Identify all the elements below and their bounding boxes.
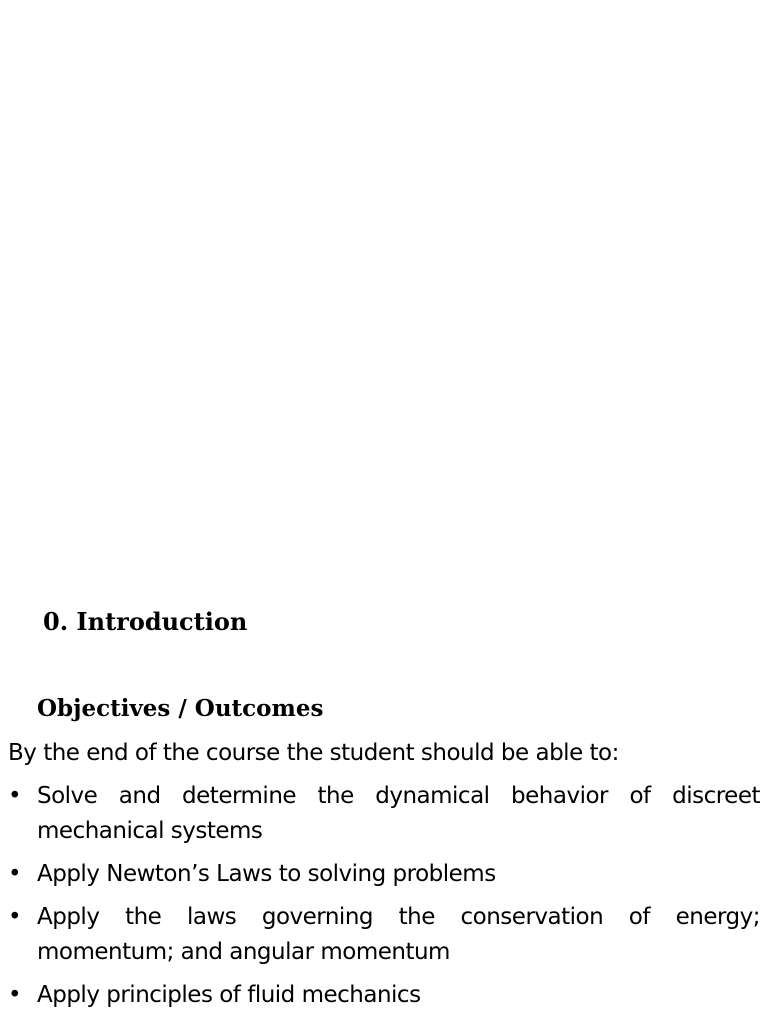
bullet-icon: • <box>8 783 22 809</box>
bullet-icon: • <box>8 982 22 1008</box>
list-item <box>8 857 760 892</box>
outcome-text: Solve and determine the dynamical behavior of discreet mechanical systems <box>37 783 760 844</box>
outcome-text: Apply the laws governing the conservation of energy; momentum; and angular momentum <box>37 904 760 965</box>
list-item <box>8 978 760 1013</box>
intro-text: By the end of the course the student should be able to: <box>8 740 619 766</box>
bullet-icon: • <box>8 861 22 887</box>
bullet-icon: • <box>8 904 22 930</box>
outcome-text: Apply principles of fluid mechanics <box>37 982 421 1008</box>
list-item <box>8 779 760 849</box>
outcomes-list <box>8 779 760 1021</box>
outcome-text: Apply Newton’s Laws to solving problems <box>37 861 496 887</box>
section-title: 0. Introduction <box>43 607 248 636</box>
subsection-title: Objectives / Outcomes <box>37 695 324 722</box>
list-item <box>8 900 760 970</box>
